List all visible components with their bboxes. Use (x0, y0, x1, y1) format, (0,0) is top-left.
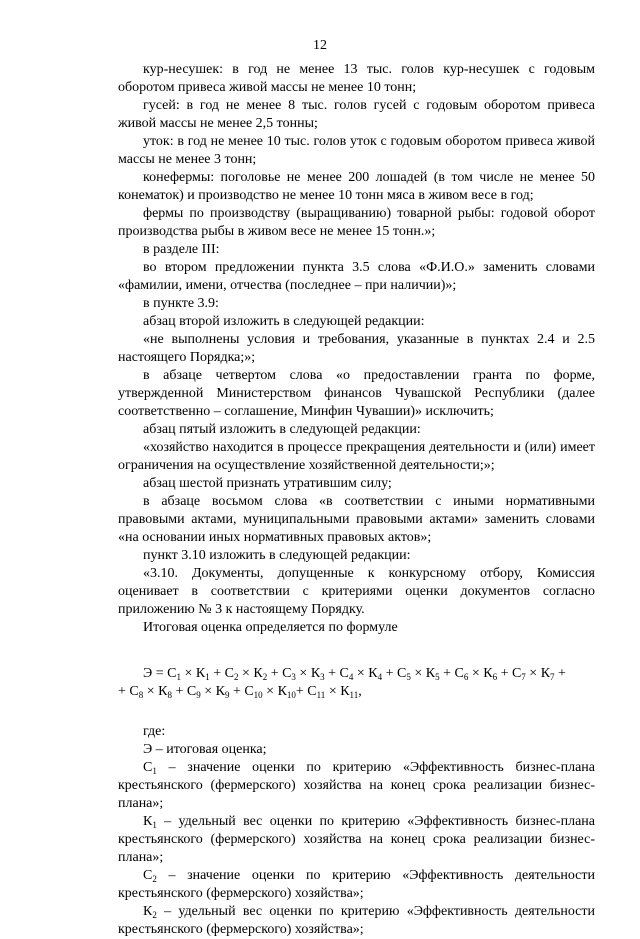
paragraph: в разделе III: (143, 242, 220, 257)
paragraph: Итоговая оценка определяется по формуле (143, 620, 398, 635)
paragraph: абзац второй изложить в следующей редакции: (143, 314, 425, 329)
paragraph: кур-несушек: в год не менее 13 тыс. голов кур-несушек с годовым оборотом привеса живой массы не менее 10 тонн; (118, 62, 595, 95)
paragraph: абзац пятый изложить в следующей редакции: (143, 422, 421, 437)
formula-line: $Э = С_1 \times К_1 + С_2 \times К_2 + С_3 \times К_3 + С_4 \times К_4 + С_5 \times К_5 + С_6 \times К_6 + С_7 \times К_7$ + (143, 666, 566, 682)
definition: $С_2$ – значение оценки по критерию «Эффективность деятельности крестьянского (фермерского) хозяйства»; (118, 868, 595, 901)
paragraph: во втором предложении пункта 3.5 слова «Ф.И.О.» заменить словами «фамилии, имени, отчества (последнее – при наличии)»; (118, 260, 595, 293)
paragraph: гусей: в год не менее 8 тыс. голов гусей с годовым оборотом привеса живой массы не менее 2,5 тонны; (118, 98, 595, 131)
paragraph: «хозяйство находится в процессе прекращения деятельности и (или) имеет ограничения на осуществление хозяйственной деятельности;»; (118, 440, 595, 473)
paragraph: в абзаце восьмом слова «в соответствии с иными нормативными правовыми актами, муниципальными правовыми актами» заменить словами «на основании иных нормативных правовых актов»; (118, 494, 595, 545)
where-label: где: (143, 724, 166, 739)
paragraph: пункт 3.10 изложить в следующей редакции: (143, 548, 411, 563)
formula (118, 665, 595, 701)
paragraph: уток: в год не менее 10 тыс. голов уток с годовым оборотом привеса живой массы не менее 3 тонн; (118, 134, 595, 167)
paragraph: конефермы: поголовье не менее 200 лошадей (в том числе не менее 50 конематок) и производство не менее 10 тонн мяса в живом весе в год; (118, 170, 595, 203)
paragraph: фермы по производству (выращиванию) товарной рыбы: годовой оборот производства рыбы в живом весе не менее 15 тонн.»; (118, 206, 595, 239)
definition: $С_1$ – значение оценки по критерию «Эффективность бизнес-плана крестьянского (фермерского) хозяйства на конец срока реализации бизнес-плана»; (118, 760, 595, 811)
paragraph: в пункте 3.9: (143, 296, 219, 311)
definition: $К_2$ – удельный вес оценки по критерию «Эффективность деятельности крестьянского (фермерского) хозяйства»; (118, 904, 595, 937)
paragraph: «3.10. Документы, допущенные к конкурсному отбору, Комиссия оценивает в соответствии с критериями оценки документов согласно приложению № 3 к настоящему Порядку. (118, 566, 595, 617)
page-number: 12 (313, 38, 327, 53)
definition: Э – итоговая оценка; (143, 742, 267, 757)
paragraph: абзац шестой признать утратившим силу; (143, 476, 392, 491)
definition: $К_1$ – удельный вес оценки по критерию «Эффективность бизнес-плана крестьянского (фермерского) хозяйства на конец срока реализации бизнес-плана»; (118, 814, 595, 865)
paragraph: в абзаце четвертом слова «о предоставлении гранта по форме, утвержденной Министерством финансов Чувашской Республики (далее соответственно – соглашение, Минфин Чувашии)» исключить; (118, 368, 595, 419)
paragraph: «не выполнены условия и требования, указанные в пунктах 2.4 и 2.5 настоящего Порядка;»; (118, 332, 595, 365)
formula-line: + $С_8 \times К_8 + С_9 \times К_9 + С_{10} \times К_{10}+ С_{11} \times К_{11}$, (118, 684, 362, 700)
document-body (118, 61, 595, 939)
